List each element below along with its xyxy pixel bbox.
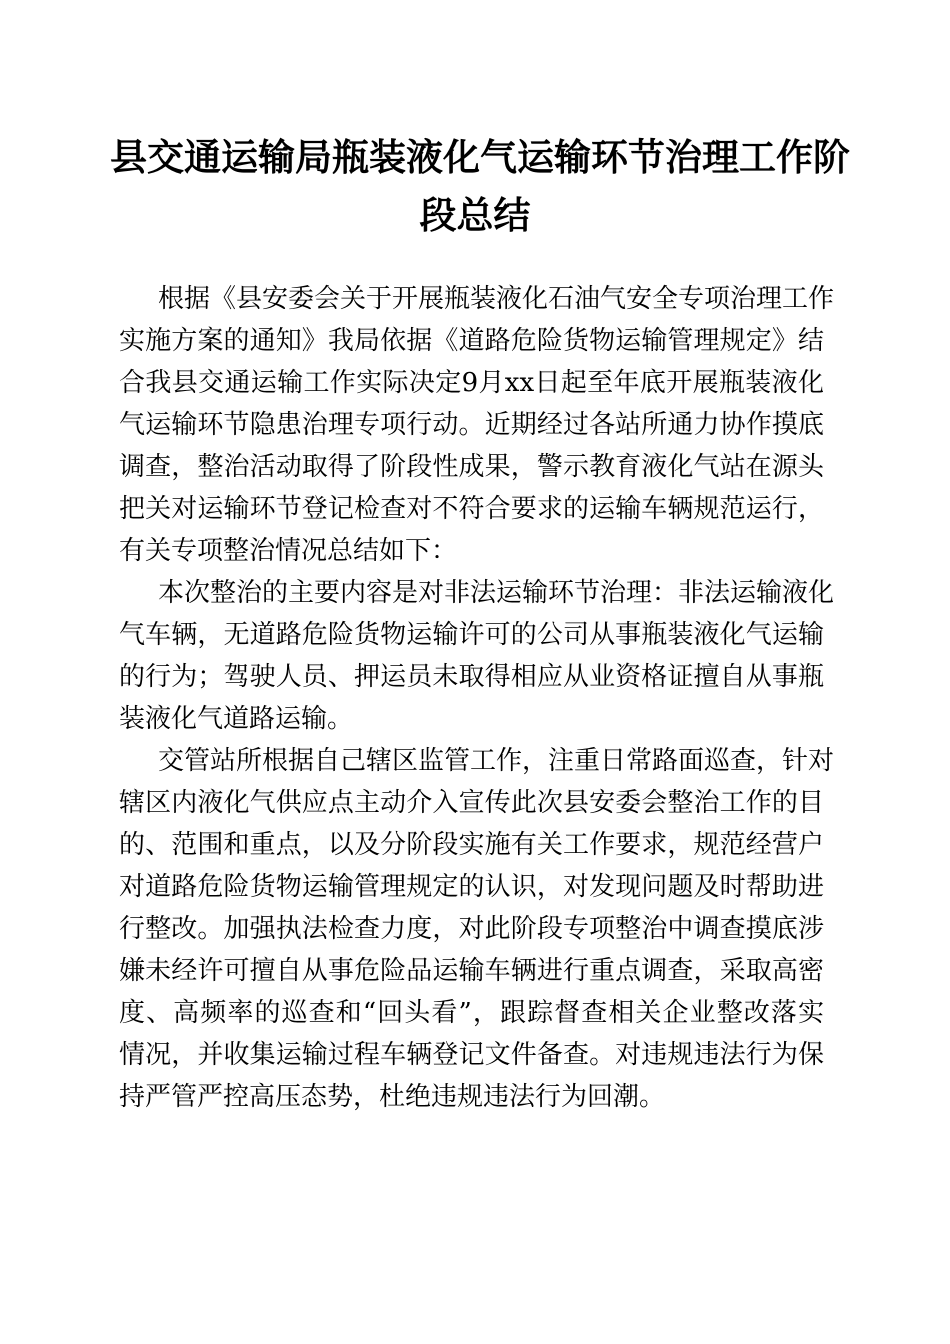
paragraph-line: 持严管严控高压态势，杜绝违规违法行为回潮。	[119, 1082, 666, 1112]
paragraph-line: 有关专项整治情况总结如下：	[119, 536, 458, 566]
paragraph-2	[119, 572, 835, 740]
document-title	[110, 128, 850, 244]
paragraph-line: 交管站所根据自己辖区监管工作，注重日常路面巡查，针对	[158, 746, 835, 776]
paragraph-line: 合我县交通运输工作实际决定9月xx日起至年底开展瓶装液化	[119, 368, 824, 398]
paragraph-line: 本次整治的主要内容是对非法运输环节治理：非法运输液化	[158, 578, 835, 608]
title-line-1: 县交通运输局瓶装液化气运输环节治理工作阶	[110, 135, 850, 179]
paragraph-line: 气车辆，无道路危险货物运输许可的公司从事瓶装液化气运输	[119, 620, 824, 650]
paragraph-line: 调查，整治活动取得了阶段性成果，警示教育液化气站在源头	[119, 452, 824, 482]
paragraph-1	[119, 278, 835, 572]
paragraph-line: 情况，并收集运输过程车辆登记文件备查。对违规违法行为保	[119, 1040, 824, 1070]
paragraph-line: 辖区内液化气供应点主动介入宣传此次县安委会整治工作的目	[119, 788, 824, 818]
paragraph-line: 嫌未经许可擅自从事危险品运输车辆进行重点调查，采取高密	[119, 956, 824, 986]
paragraph-line: 对道路危险货物运输管理规定的认识，对发现问题及时帮助进	[119, 872, 824, 902]
paragraph-3	[119, 740, 835, 1118]
paragraph-line: 把关对运输环节登记检查对不符合要求的运输车辆规范运行，	[119, 494, 824, 524]
paragraph-line: 实施方案的通知》我局依据《道路危险货物运输管理规定》结	[119, 326, 824, 356]
paragraph-line: 的行为；驾驶人员、押运员未取得相应从业资格证擅自从事瓶	[119, 662, 824, 692]
paragraph-line: 气运输环节隐患治理专项行动。近期经过各站所通力协作摸底	[119, 410, 824, 440]
document-body	[119, 278, 835, 1118]
paragraph-line: 行整改。加强执法检查力度，对此阶段专项整治中调查摸底涉	[119, 914, 824, 944]
paragraph-line: 装液化气道路运输。	[119, 704, 354, 734]
paragraph-line: 度、高频率的巡查和“回头看”，跟踪督查相关企业整改落实	[119, 998, 824, 1028]
title-line-2: 段总结	[419, 193, 531, 237]
paragraph-line: 的、范围和重点，以及分阶段实施有关工作要求，规范经营户	[119, 830, 824, 860]
paragraph-line: 根据《县安委会关于开展瓶装液化石油气安全专项治理工作	[158, 284, 835, 314]
